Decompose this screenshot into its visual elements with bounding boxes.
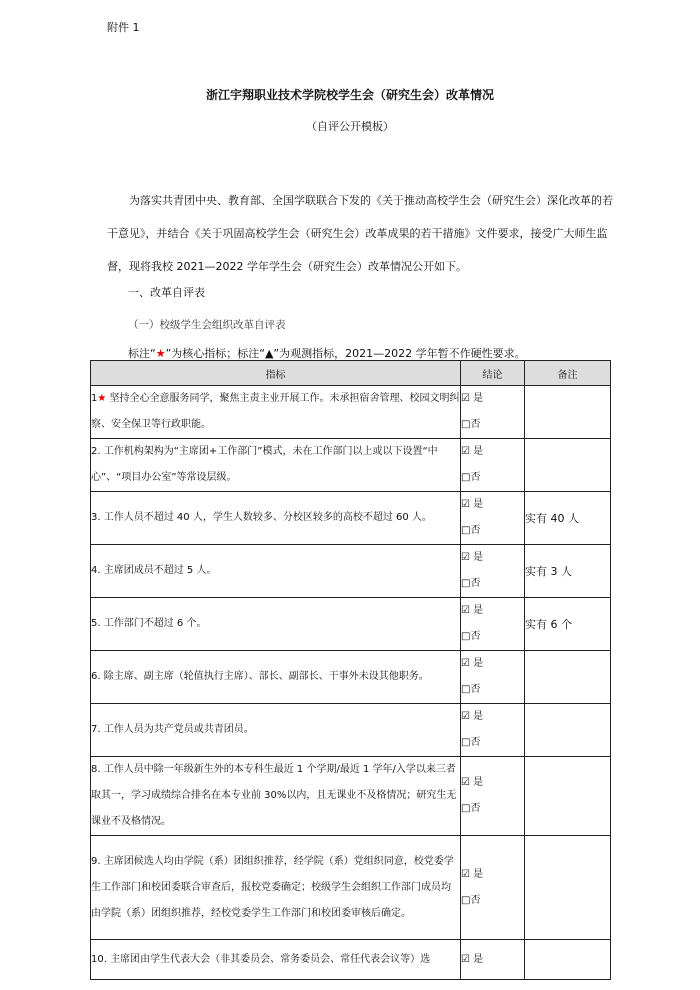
table-row xyxy=(91,704,611,757)
no-checkbox[interactable]: □否 xyxy=(461,472,481,483)
indicator-number: 6. xyxy=(91,671,101,682)
indicator-number: 8. xyxy=(91,764,101,775)
core-star-icon: ★ xyxy=(97,393,107,404)
section-heading-2: （一）校级学生会组织改革自评表 xyxy=(128,319,286,331)
indicator-cell xyxy=(91,439,461,492)
indicator-text: 工作部门不超过 6 个。 xyxy=(103,618,207,629)
remark-cell xyxy=(525,704,611,757)
indicator-cell xyxy=(91,545,461,598)
indicator-text: 工作人员中除一年级新生外的本专科生最近 1 个学期/最近 1 学年/入学以来三者取其一，学习成绩综合排名在本专业前 30%以内，且无课业不及格情况；研究生无课业不及格情况。 xyxy=(91,764,457,827)
remark-cell xyxy=(525,439,611,492)
result-cell xyxy=(461,439,525,492)
indicator-cell xyxy=(91,386,461,439)
header-result: 结论 xyxy=(461,361,525,386)
indicator-text: 工作人员为共产党员或共青团员。 xyxy=(103,724,254,735)
indicator-number: 3. xyxy=(91,512,101,523)
indicator-cell xyxy=(91,940,461,980)
yes-checkbox[interactable]: ☑ 是 xyxy=(461,953,484,965)
indicator-number: 10. xyxy=(91,953,107,965)
no-checkbox[interactable]: □否 xyxy=(461,578,481,589)
result-cell xyxy=(461,704,525,757)
table-row xyxy=(91,598,611,651)
indicator-text: 坚持全心全意服务同学，聚焦主责主业开展工作。未承担宿舍管理、校园文明纠察、安全保卫等行政职能。 xyxy=(91,393,460,430)
indicator-text: 除主席、副主席（轮值执行主席）、部长、副部长、干事外未设其他职务。 xyxy=(103,671,429,682)
intro-paragraph: 为落实共青团中央、教育部、全国学联联合下发的《关于推动高校学生会（研究生会）深化改革的若干意见》，并结合《关于巩固高校学生会（研究生会）改革成果的若干措施》文件要求，接受广大师生监督，现将我校 2021—2022 学年学生会（研究生会）改革情况公开如下。 xyxy=(107,194,613,273)
remark-cell xyxy=(525,757,611,836)
yes-checkbox[interactable]: ☑ 是 xyxy=(461,393,484,404)
indicator-number: 1 xyxy=(91,393,98,404)
yes-checkbox[interactable]: ☑ 是 xyxy=(461,552,484,563)
no-checkbox[interactable]: □否 xyxy=(461,525,481,536)
table-row xyxy=(91,386,611,439)
table-row xyxy=(91,492,611,545)
result-cell xyxy=(461,940,525,980)
table-row xyxy=(91,545,611,598)
indicator-number: 4. xyxy=(91,565,101,576)
legend-note-before: 标注“ xyxy=(128,347,156,360)
yes-checkbox[interactable]: ☑ 是 xyxy=(461,777,484,788)
indicator-number: 2. xyxy=(91,446,101,457)
yes-checkbox[interactable]: ☑ 是 xyxy=(461,658,484,669)
no-checkbox[interactable]: □否 xyxy=(461,894,481,906)
result-cell xyxy=(461,386,525,439)
indicator-cell xyxy=(91,836,461,940)
no-checkbox[interactable]: □否 xyxy=(461,737,481,748)
indicator-number: 7. xyxy=(91,724,101,735)
indicator-number: 5. xyxy=(91,618,101,629)
table-row xyxy=(91,940,611,980)
table-header-row xyxy=(91,361,611,386)
indicator-text: 主席团由学生代表大会（非其委员会、常务委员会、常任代表会议等）选 xyxy=(110,953,431,965)
table-row xyxy=(91,757,611,836)
result-cell xyxy=(461,757,525,836)
indicator-cell xyxy=(91,704,461,757)
result-cell xyxy=(461,836,525,940)
indicator-text: 主席团成员不超过 5 人。 xyxy=(103,565,217,576)
indicator-number: 9. xyxy=(91,855,101,867)
remark-cell: 实有 40 人 xyxy=(525,492,611,545)
yes-checkbox[interactable]: ☑ 是 xyxy=(461,711,484,722)
indicator-text: 工作人员不超过 40 人，学生人数较多、分校区较多的高校不超过 60 人。 xyxy=(103,512,432,523)
table-row xyxy=(91,651,611,704)
legend-note xyxy=(128,345,526,361)
yes-checkbox[interactable]: ☑ 是 xyxy=(461,605,484,616)
remark-cell xyxy=(525,940,611,980)
remark-cell: 实有 6 个 xyxy=(525,598,611,651)
document-subtitle: （自评公开模板） xyxy=(306,120,394,133)
table-row xyxy=(91,836,611,940)
self-evaluation-table xyxy=(90,360,611,980)
table-row xyxy=(91,439,611,492)
no-checkbox[interactable]: □否 xyxy=(461,419,481,430)
header-indicator: 指标 xyxy=(91,361,461,386)
result-cell xyxy=(461,651,525,704)
result-cell xyxy=(461,545,525,598)
indicator-text: 主席团候选人均由学院（系）团组织推荐，经学院（系）党组织同意，校党委学生工作部门和校团委联合审查后，报校党委确定；校级学生会组织工作部门成员均由学院（系）团组织推荐，经校党委学生工作部门和校团委审核后确定。 xyxy=(91,855,454,919)
remark-cell xyxy=(525,386,611,439)
no-checkbox[interactable]: □否 xyxy=(461,631,481,642)
star-icon: ★ xyxy=(155,347,166,360)
legend-note-rest: ”为核心指标；标注“▲”为观测指标，2021—2022 学年暂不作硬性要求。 xyxy=(165,347,526,360)
no-checkbox[interactable]: □否 xyxy=(461,684,481,695)
indicator-cell xyxy=(91,757,461,836)
no-checkbox[interactable]: □否 xyxy=(461,803,481,814)
remark-cell xyxy=(525,836,611,940)
result-cell xyxy=(461,598,525,651)
indicator-cell xyxy=(91,598,461,651)
remark-cell xyxy=(525,651,611,704)
section-heading-1: 一、改革自评表 xyxy=(128,286,205,299)
header-remark: 备注 xyxy=(525,361,611,386)
indicator-cell xyxy=(91,492,461,545)
yes-checkbox[interactable]: ☑ 是 xyxy=(461,868,484,880)
result-cell xyxy=(461,492,525,545)
attachment-label: 附件 1 xyxy=(107,21,140,34)
yes-checkbox[interactable]: ☑ 是 xyxy=(461,446,484,457)
remark-cell: 实有 3 人 xyxy=(525,545,611,598)
document-title: 浙江宇翔职业技术学院校学生会（研究生会）改革情况 xyxy=(205,88,494,102)
yes-checkbox[interactable]: ☑ 是 xyxy=(461,499,484,510)
indicator-text: 工作机构架构为“主席团+工作部门”模式，未在工作部门以上或以下设置“中心”、“项目办公室”等常设层级。 xyxy=(91,446,438,483)
indicator-cell xyxy=(91,651,461,704)
